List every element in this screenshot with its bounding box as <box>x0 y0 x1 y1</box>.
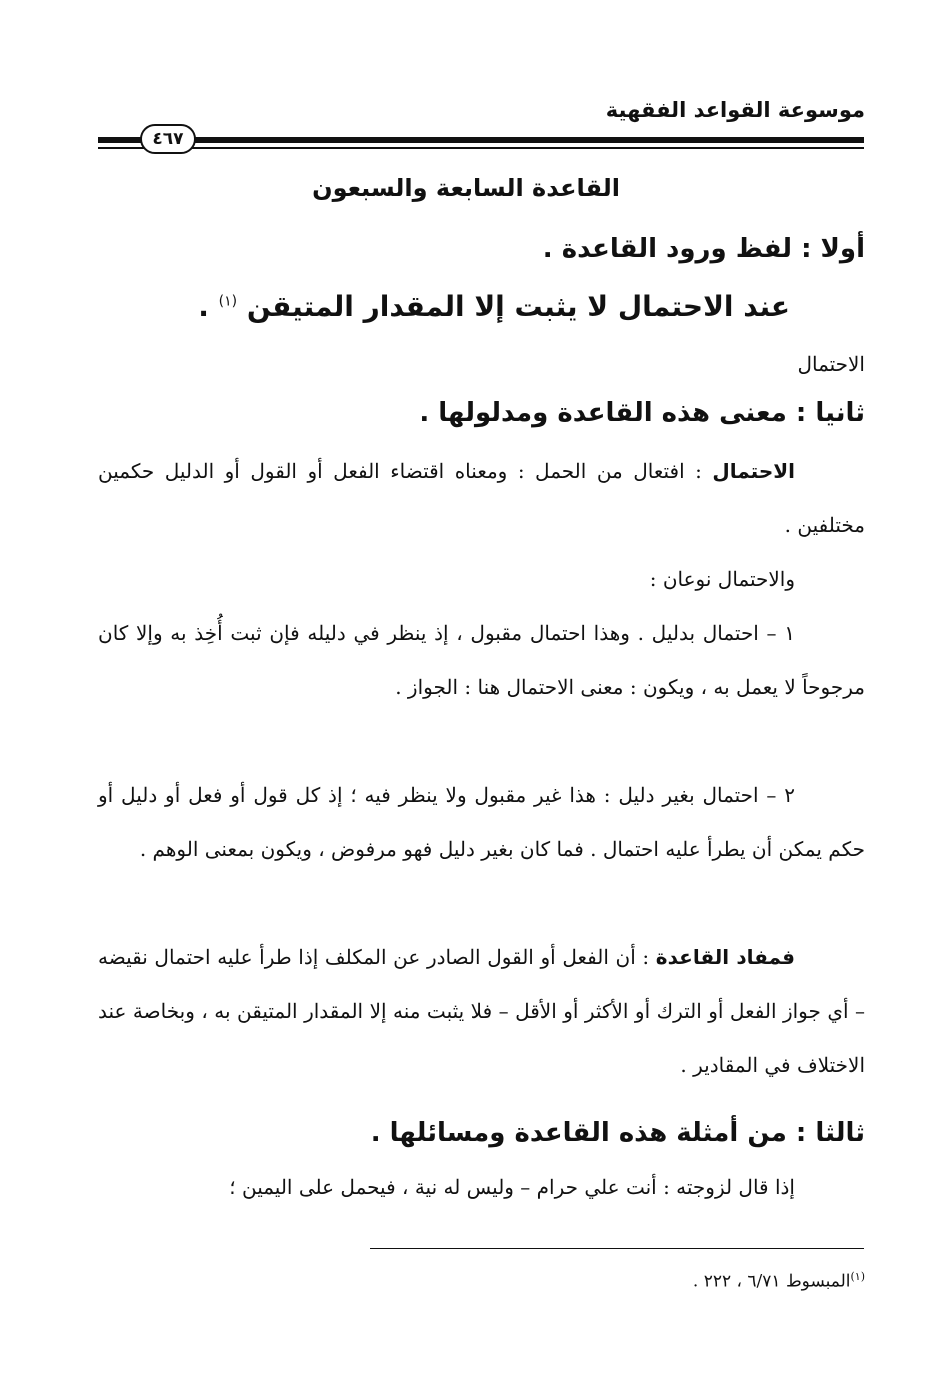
type-two-text: ٢ – احتمال بغير دليل : هذا غير مقبول ولا ينظر فيه ؛ إذ كل قول أو فعل أو دليل أو حكم يمكن أن يطرأ عليه احتمال . فما كان بغير دليل فهو مرفوض ، ويكون بمعنى الوهم . <box>98 783 865 861</box>
term-mufad: فمفاد القاعدة <box>655 945 795 969</box>
paragraph-type-one <box>98 606 865 714</box>
section2-heading: ثانيا : معنى هذه القاعدة ومدلولها . <box>419 398 865 428</box>
paragraph-definition <box>98 444 865 552</box>
paragraph-type-two <box>98 768 865 876</box>
footnote-marker: (١) <box>850 1270 865 1283</box>
footnote-ref: (١) <box>218 293 238 310</box>
keyword: الاحتمال <box>797 352 865 376</box>
section1-heading: أولا : لفظ ورود القاعدة . <box>542 234 865 264</box>
rule-text: عند الاحتمال لا يثبت إلا المقدار المتيقن <box>246 290 790 323</box>
footnote-text: المبسوط ٦/٧١ ، ٢٢٢ . <box>692 1271 851 1292</box>
page-number: ٤٦٧ <box>140 124 196 154</box>
rule-end: . <box>198 290 219 323</box>
paragraph-example <box>98 1160 865 1214</box>
term-ihtimal: الاحتمال <box>712 459 795 483</box>
footnote <box>693 1270 865 1292</box>
definition-text: : افتعال من الحمل : ومعناه اقتضاء الفعل أو القول أو الدليل حكمين مختلفين . <box>98 459 865 537</box>
example-text: إذا قال لزوجته : أنت علي حرام – وليس له نية ، فيحمل على اليمين ؛ <box>229 1175 795 1199</box>
rule-title: القاعدة السابعة والسبعون <box>312 174 620 202</box>
header-rule-thick <box>98 137 864 143</box>
footnote-rule <box>370 1248 864 1249</box>
type-one-text: ١ – احتمال بدليل . وهذا احتمال مقبول ، إذ ينظر في دليله فإن ثبت أُخِذ به وإلا كان مرجوحاً لا يعمل به ، ويكون : معنى الاحتمال هنا : الجواز . <box>98 621 865 699</box>
book-title: موسوعة القواعد الفقهية <box>605 98 865 122</box>
paragraph-meaning <box>98 930 865 1092</box>
rule-statement <box>198 290 790 323</box>
meaning-text: : أن الفعل أو القول الصادر عن المكلف إذا طرأ عليه احتمال نقيضه – أي جواز الفعل أو الترك أو الأكثر أو الأقل – فلا يثبت منه إلا المقدار المتيقن به ، وبخاصة عند الاختلاف في المقادير . <box>98 945 865 1077</box>
paragraph-types <box>98 552 865 606</box>
types-text: والاحتمال نوعان : <box>649 567 795 591</box>
section3-heading: ثالثا : من أمثلة هذه القاعدة ومسائلها . <box>370 1118 865 1148</box>
header-rule-thin <box>98 147 864 149</box>
